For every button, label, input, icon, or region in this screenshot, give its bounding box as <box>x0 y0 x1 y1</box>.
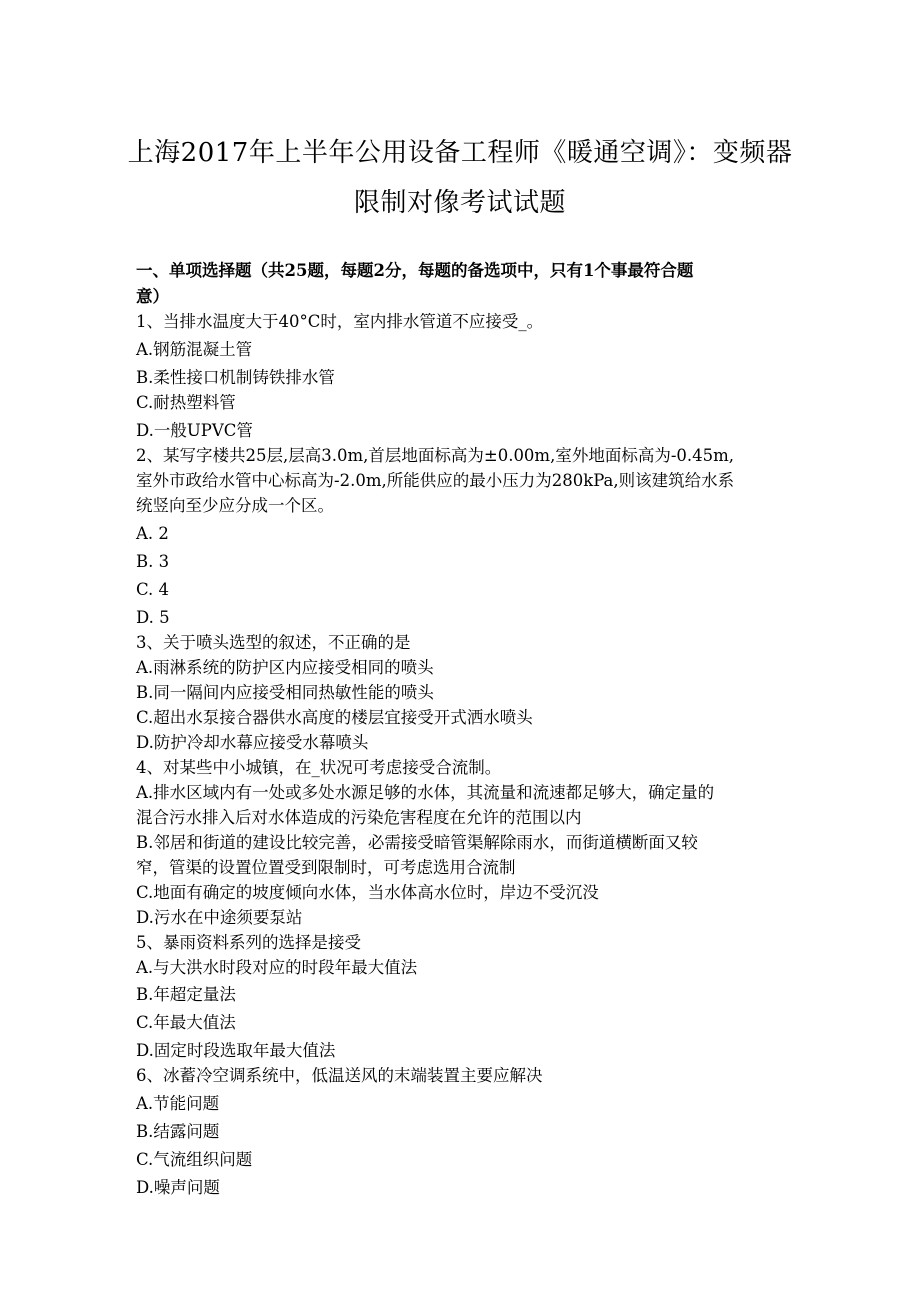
question-1-option-d: D.一般UPVC管 <box>136 421 253 440</box>
question-6-option-c: C.气流组织问题 <box>136 1150 253 1169</box>
question-4-option-a-line-2: 混合污水排入后对水体造成的污染危害程度在允许的范围以内 <box>136 808 582 827</box>
question-4-option-b-line-2: 窄，管渠的设置位置受到限制时，可考虑选用合流制 <box>136 858 516 877</box>
question-2-option-c: C. 4 <box>136 580 170 599</box>
question-5-option-a: A.与大洪水时段对应的时段年最大值法 <box>136 958 418 977</box>
question-1-stem: 1、当排水温度大于40°C时，室内排水管道不应接受_。 <box>136 312 544 331</box>
question-1-option-c: C.耐热塑料管 <box>136 393 236 412</box>
section-heading-line-1: 一、单项选择题（共25题，每题2分，每题的备选项中，只有1个事最符合题 <box>136 261 694 280</box>
question-4-option-d: D.污水在中途须要泵站 <box>136 908 303 927</box>
question-5-option-d: D.固定时段选取年最大值法 <box>136 1041 336 1060</box>
question-2-option-a: A. 2 <box>136 524 169 543</box>
question-3-option-b: B.同一隔间内应接受相同热敏性能的喷头 <box>136 683 434 702</box>
document-title-line-1: 上海2017年上半年公用设备工程师《暖通空调》：变频器 <box>127 138 793 168</box>
question-6-option-d: D.噪声问题 <box>136 1178 220 1197</box>
question-4-option-a-line-1: A.排水区域内有一处或多处水源足够的水体，其流量和流速都足够大，确定量的 <box>136 783 715 802</box>
question-2-option-b: B. 3 <box>136 552 170 571</box>
question-3-option-c: C.超出水泵接合器供水高度的楼层宜接受开式洒水喷头 <box>136 708 533 727</box>
question-2-stem-line-2: 室外市政给水管中心标高为-2.0m,所能供应的最小压力为280kPa,则该建筑给水系 <box>136 471 735 490</box>
question-3-option-d: D.防护冷却水幕应接受水幕喷头 <box>136 733 369 752</box>
question-6-option-b: B.结露问题 <box>136 1122 220 1141</box>
question-2-stem-line-3: 统竖向至少应分成一个区。 <box>136 496 334 515</box>
section-heading-line-2: 意） <box>136 287 169 306</box>
document-title-line-2: 限制对像考试试题 <box>353 188 566 218</box>
question-4-stem: 4、对某些中小城镇，在_状况可考虑接受合流制。 <box>136 758 502 777</box>
question-5-option-c: C.年最大值法 <box>136 1013 236 1032</box>
question-6-option-a: A.节能问题 <box>136 1094 220 1113</box>
question-1-option-a: A.钢筋混凝土管 <box>136 340 253 359</box>
question-2-option-d: D. 5 <box>136 608 170 627</box>
section-heading <box>136 258 786 310</box>
question-5-option-b: B.年超定量法 <box>136 985 236 1004</box>
question-1-option-b: B.柔性接口机制铸铁排水管 <box>136 368 335 387</box>
question-3-stem: 3、关于喷头选型的叙述，不正确的是 <box>136 633 411 652</box>
question-3-option-a: A.雨淋系统的防护区内应接受相同的喷头 <box>136 658 434 677</box>
question-list <box>136 309 796 1200</box>
question-5-stem: 5、暴雨资料系列的选择是接受 <box>136 933 361 952</box>
question-4-option-b-line-1: B.邻居和街道的建设比较完善，必需接受暗管渠解除雨水，而街道横断面又较 <box>136 833 698 852</box>
question-2-stem-line-1: 2、某写字楼共25层,层高3.0m,首层地面标高为±0.00m,室外地面标高为-0.45m, <box>136 446 735 465</box>
question-4-option-c: C.地面有确定的坡度倾向水体，当水体高水位时，岸边不受沉没 <box>136 883 599 902</box>
question-6-stem: 6、冰蓄冷空调系统中，低温送风的末端装置主要应解决 <box>136 1066 543 1085</box>
